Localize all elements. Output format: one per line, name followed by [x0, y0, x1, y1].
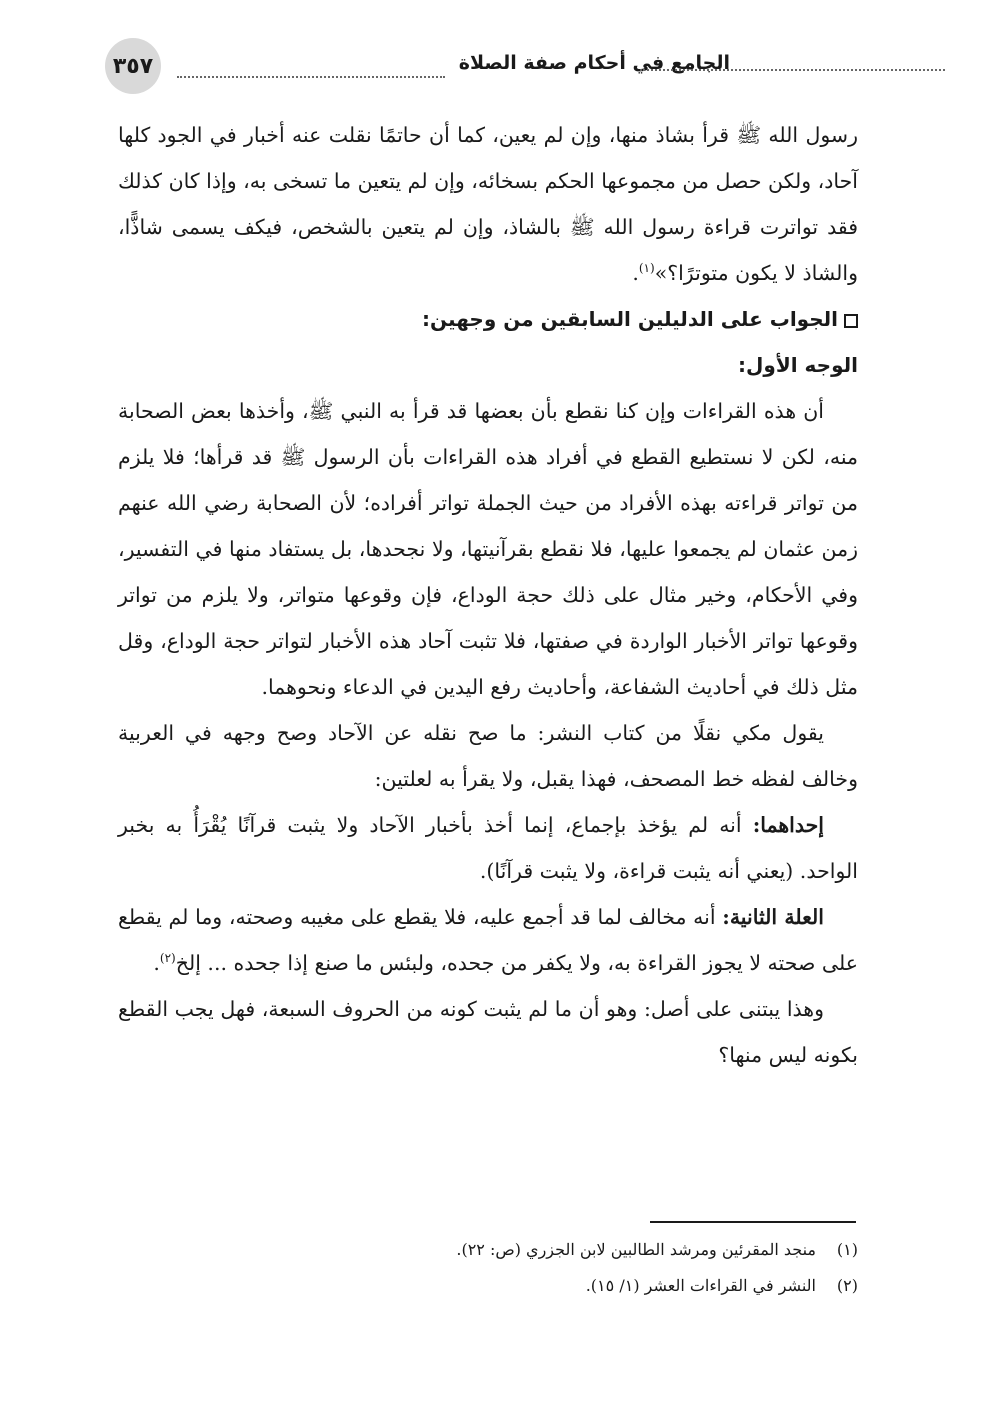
footnote-1-text: منجد المقرئين ومرشد الطالبين لابن الجزري (ص: ٢٢).: [456, 1240, 816, 1259]
footnote-2-number: (٢): [836, 1276, 858, 1295]
paragraph-5-end: .: [153, 951, 160, 975]
paragraph-1-end: .: [632, 261, 639, 285]
paragraph-2: أن هذه القراءات وإن كنا نقطع بأن بعضها قد قرأ به النبي ﷺ، وأخذها بعض الصحابة منه، لكن لا نستطيع القطع في أفراد هذه القراءات بأن الرسول ﷺ قد قرأها؛ فلا يلزم من تواتر قراءته بهذه الأفراد من حيث الجملة تواتر أفراده؛ لأن الصحابة رضي الله عنهم زمن عثمان لم يجمعوا عليها، فلا نقطع بقرآنيتها، ولا نجحدها، بل يستفاد منها في التفسير، وفي الأحكام، وخير مثال على ذلك حجة الوداع، فإن وقوعها متواتر، ولا يلزم من تواتر وقوعها تواتر الأخبار الواردة في صفتها، فلا تثبت آحاد هذه الأخبار لتواتر حجة الوداع، وقل مثل ذلك في أحاديث الشفاعة، وأحاديث رفع اليدين في الدعاء ونحوهما.: [118, 399, 858, 699]
footnote-ref-2: (٢): [159, 951, 176, 966]
footnote-2-text: النشر في القراءات العشر (١/ ١٥).: [585, 1276, 816, 1295]
paragraph-5: [118, 894, 858, 986]
paragraph-4: [118, 802, 858, 894]
footnote-ref-1: (١): [638, 261, 655, 276]
running-title: الجامع في أحكام صفة الصلاة: [458, 52, 730, 74]
main-text: [118, 112, 858, 1078]
footnote-2: [118, 1268, 858, 1304]
paragraph-3: يقول مكي نقلًا من كتاب النشر: ما صح نقله عن الآحاد وصح وجهه في العربية وخالف لفظه خط المصحف، فهذا يقبل، ولا يقرأ به لعلتين:: [118, 721, 858, 791]
paragraph-5-label: العلة الثانية:: [722, 905, 824, 929]
paragraph-6: وهذا يبتنى على أصل: وهو أن ما لم يثبت كونه من الحروف السبعة، فهل يجب القطع بكونه ليس منها؟: [118, 997, 858, 1067]
checkbox-square-icon: [844, 314, 858, 328]
paragraph-4-label: إحداهما:: [752, 813, 824, 837]
section-heading-first-aspect: الوجه الأول:: [738, 353, 858, 377]
page-header: [105, 38, 845, 94]
footnote-separator: [650, 1221, 856, 1223]
page-number: ٣٥٧: [105, 38, 161, 94]
section-heading-answer-text: الجواب على الدليلين السابقين من وجهين:: [422, 307, 838, 331]
paragraph-5-text: أنه مخالف لما قد أجمع عليه، فلا يقطع على مغيبه وصحته، وما لم يقطع على صحته لا يجوز القراءة به، ولا يكفر من جحده، ولبئس ما صنع إذا جحده ... إلخ: [118, 905, 858, 975]
footnote-1-number: (١): [836, 1240, 858, 1259]
header-dotted-rule-right: [640, 69, 945, 71]
header-dotted-rule-left: [177, 76, 445, 78]
paragraph-4-text: أنه لم يؤخذ بإجماع، إنما أخذ بأخبار الآحاد ولا يثبت قرآنًا يُقْرَأُ به بخبر الواحد. (يعني أنه يثبت قراءة، ولا يثبت قرآنًا).: [118, 813, 858, 883]
paragraph-1: [118, 112, 858, 296]
footnote-1: [118, 1232, 858, 1268]
section-heading-answer: [118, 296, 858, 342]
paragraph-1-text: رسول الله ﷺ قرأ بشاذ منها، وإن لم يعين، كما أن حاتمًا نقلت عنه أخبار في الجود كلها آحاد، ولكن حصل من مجموعها الحكم بسخائه، وإن لم يتعين ما تسخى به، وإذا كان كذلك فقد تواترت قراءة رسول الله ﷺ بالشاذ، وإن لم يتعين بالشخص، فيكف يسمى شاذًّا، والشاذ لا يكون متوترًا؟»: [118, 123, 859, 285]
footnotes: [118, 1232, 858, 1304]
